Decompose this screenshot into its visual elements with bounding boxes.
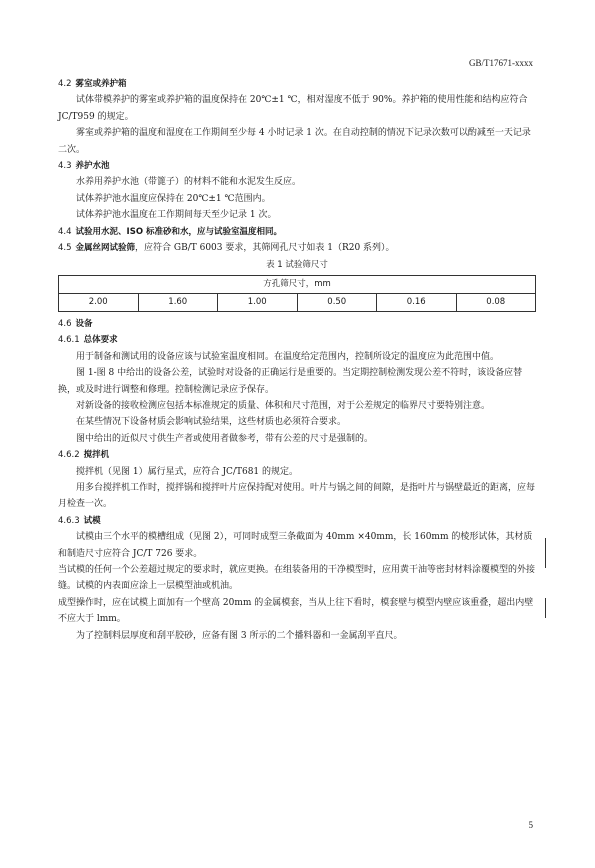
paragraph: 试体养护池水温度应保持在 20℃±1 ℃范围内。 (76, 193, 271, 204)
table-cell: 2.00 (59, 293, 139, 311)
table-cell: 1.00 (218, 293, 298, 311)
page-number: 5 (528, 820, 533, 830)
paragraph: 对新设备的接收检测应包括本标准规定的质量、体积和尺寸范围，对于公差规定的临界尺寸要特别注意。 (76, 400, 491, 411)
section-heading-4-2: 4.2 雾室或养护箱 (58, 79, 127, 89)
section-heading-4-4: 4.4 试验用水泥、ISO 标准砂和水，应与试验室温度相同。 (58, 226, 283, 237)
table-header: 方孔筛尺寸，mm (59, 275, 536, 293)
section-heading-4-6-2: 4.6.2 搅拌机 (58, 450, 110, 461)
table-cell: 1.60 (138, 293, 218, 311)
paragraph: 图中给出的近似尺寸供生产者或使用者做参考，带有公差的尺寸是强制的。 (76, 433, 374, 444)
revision-mark (545, 538, 546, 568)
paragraph: 图 1-图 8 中给出的设备公差，试验时对设备的正确运行是重要的。当定期控制检测发现公差不符时，该设备应替换，或及时进行调整和修理。控制检测记录应予保存。 (58, 368, 523, 395)
paragraph: 成型操作时，应在试模上面加有一个壁高 20mm 的金属模套，当从上往下看时，模套壁与模型内壁应该重叠，超出内壁不应大于 lmm。 (58, 597, 534, 625)
paragraph: 试模由三个水平的模槽组成（见图 2），可同时成型三条截面为 40mm ×40mm，长 160mm 的棱形试体，其材质和制造尺寸应符合 JC/T 726 要求。 (58, 532, 533, 559)
section-heading-4-6-3: 4.6.3 试模 (58, 515, 101, 526)
paragraph: 用于制备和测试用的设备应该与试验室温度相同。在温度给定范围内，控制所设定的温度应为此范围中值。 (76, 351, 500, 362)
paragraph: 当试模的任何一个公差超过规定的要求时，就应更换。在组装备用的干净模型时，应用黄干油等密封材料涂覆模型的外接缝。试模的内表面应涂上一层模型油或机油。 (58, 564, 536, 592)
revision-mark (545, 598, 546, 618)
paragraph: 用多台搅拌机工作时，搅拌锅和搅拌叶片应保持配对使用。叶片与锅之间的间隙，是指叶片与锅壁最近的距离，应每月检查一次。 (58, 482, 536, 510)
section-heading-4-3: 4.3 养护水池 (58, 161, 110, 172)
paragraph: 水养用养护水池（带篦子）的材料不能和水泥发生反应。 (76, 177, 302, 188)
paragraph: 试体养护池水温度在工作期间每天至少记录 1 次。 (76, 210, 277, 221)
section-heading-4-6: 4.6 设备 (58, 318, 93, 329)
paragraph: 在某些情况下设备材质会影响试验结果，这些材质也必须符合要求。 (76, 417, 347, 428)
table-cell: 0.16 (377, 293, 457, 311)
standard-code: GB/T17671-xxxx (469, 58, 533, 68)
paragraph: 雾室或养护箱的温度和湿度在工作期间至少每 4 小时记录 1 次。在自动控制的情况下记录次数可以酌减至一天记录二次。 (58, 128, 531, 155)
paragraph: 搅拌机（见图 1）属行星式，应符合 JC/T681 的规定。 (76, 466, 299, 477)
section-heading-4-6-1: 4.6.1 总体要求 (58, 335, 118, 346)
table-caption: 表 1 试验筛尺寸 (266, 260, 328, 271)
section-4-5: 4.5 金属丝网试验筛，应符合 GB/T 6003 要求，其筛网孔尺寸如表 1（R20 系列）。 (58, 243, 395, 254)
document-body (58, 76, 536, 644)
table-cell: 0.50 (297, 293, 377, 311)
table-cell: 0.08 (456, 293, 536, 311)
paragraph: 为了控制料层厚度和刮平胶砂，应备有图 3 所示的二个播料器和一金属刮平直尺。 (76, 630, 403, 641)
sieve-size-table (58, 275, 536, 312)
paragraph: 试体带模养护的雾室或养护箱的温度保持在 20℃±1 ℃，相对湿度不低于 90%。养护箱的使用性能和结构应符合 JC/T959 的规定。 (58, 95, 528, 122)
